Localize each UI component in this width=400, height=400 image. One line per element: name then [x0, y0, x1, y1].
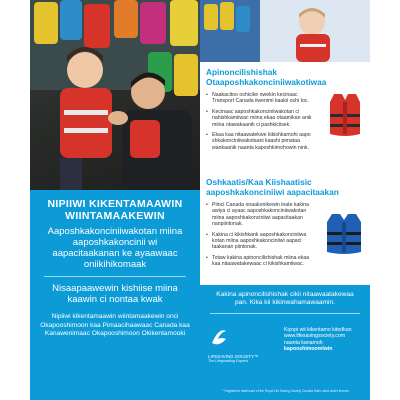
right-column	[200, 0, 370, 400]
visit-email-text: kapooshimoomlwin	[284, 346, 333, 353]
blue-lifejacket-icon	[324, 212, 364, 256]
section2-title: Oshkaatis/Kaa Kiishaatisic aaposhkakonciniiwi aapacitaakan	[206, 177, 339, 197]
section1-bullet: • Naakacitoo oshicike owekin kecinaac Transport Canada iiwenimi kaakii oshi toc.	[206, 92, 314, 105]
photo-child-fitting-lifejacket	[30, 0, 200, 190]
trademark-footnote: * Registered trademark of the Royal Life Saving Society Canada Mark used under licence.	[222, 389, 350, 393]
section1-title: Apinoncilishishak Otaaposhkakonciniiwakotiwaa	[206, 67, 327, 87]
cta-text: Kakina apinoncilishishak cikii nitaawaatakewaa pan. Kika kii kikinwahamawaamin.	[216, 291, 354, 307]
visit-info	[284, 327, 364, 353]
main-subtitle: Aaposhkakonciniiwakotan miina aaposhkakoncinii wi aapacitaakanan ke ayaawaac oniikihikomaak	[47, 226, 183, 270]
section2-list	[206, 202, 314, 268]
section2-bullet: • Piinci Canada onaakonikewin inate kakina awiya ci ayaac aaposhkakonciniiwakotan miina aaposhkakonciniiwi aapacitaakan nanpiintonak.	[206, 202, 314, 228]
visit-url-link[interactable]: www.lifesavingsociety.com	[284, 333, 346, 340]
logo-tagline: The Lifeguarding Experts	[208, 359, 249, 364]
visit-line1: Kiyopi wii kikentamo kitedkan	[284, 327, 352, 333]
main-title	[38, 198, 192, 222]
cta-divider	[210, 313, 360, 314]
red-lifejacket-icon	[326, 92, 364, 138]
left-column	[30, 0, 200, 400]
left-heading2: Nisaapaawewin kishiise miina kaawin ci nontaa kwak	[52, 283, 178, 305]
left-small-text: Nipiiwi kikentamaawin wiintamaakewin onci Okapooshimoon kaa Pimaacihaawaac Canada kaa Kanawenimaac Okapooshimoon Okikentamooki	[40, 313, 190, 337]
lifesaving-logo-icon	[208, 325, 230, 347]
lifesaving-society-logo	[208, 325, 280, 364]
section1-bullet: • Kecinaac aaposhkakonciniiwakotan ci nahishkamiiwac miina ekaa otaamikan anik miina otawakaanik ci pashkiciisek.	[206, 109, 314, 128]
left-info-panel	[30, 190, 200, 400]
main-title-line2: WIINTAMAAKEWIN	[65, 210, 165, 222]
section1-list	[206, 92, 314, 151]
logo-name: LIFESAVING SOCIETY™	[208, 354, 259, 359]
poster	[30, 0, 370, 400]
section2-bullet: • Totaw kakina apinoncilishishak miina ekaa kaa nitaawatakewaac ci kikishkamiiwac.	[206, 255, 314, 268]
section1-bullet: • Ekaa kaa nitaawatekwe kikishkamohi aapo shkakonciniiwakotaani kaashi pimataa wankaanik naanta kaposhkimohowin nink.	[206, 132, 314, 151]
visit-email-link[interactable]	[284, 346, 364, 352]
photo-toddler-lifejacket	[200, 0, 370, 62]
photo-illustration	[30, 0, 200, 190]
photo-illustration-right	[200, 0, 370, 62]
main-title-line1: NIPIIWI KIKENTAMAAWIN	[47, 198, 183, 210]
visit-line2: naanta kanamoh	[284, 339, 323, 346]
right-cta-panel	[200, 285, 370, 400]
left-divider	[44, 276, 186, 277]
section2-bullet: • Kakina ci kikishkank aaposhkakonciniiwa kotan miina aaposhkakonciniiwi aapaci taakanan piintonak.	[206, 232, 314, 251]
